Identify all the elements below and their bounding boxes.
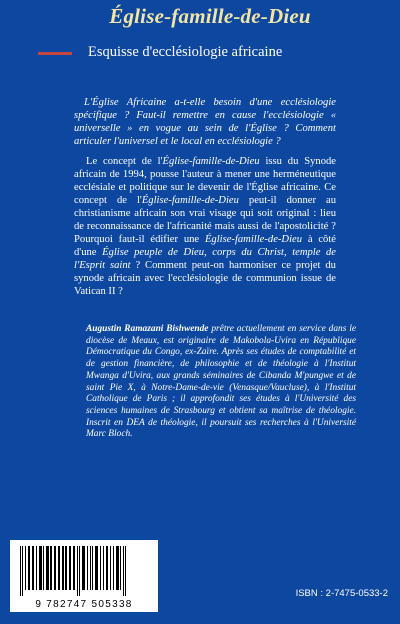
isbn-label: ISBN : 2-7475-0533-2 <box>295 588 388 599</box>
barcode-bar <box>103 546 104 590</box>
intro-text: L'Église Africaine a-t-elle besoin d'une ecclésiologie spécifique ? Faut-il remettre en cause l'ecclésiologie « universelle » en vogue au sein de l'Église ? Comment articuler l'universel et le local en ecclésiologie ? <box>74 97 336 147</box>
barcode-bar <box>43 546 44 590</box>
barcode-bar <box>95 546 98 590</box>
summary-emphasis: Église-famille-de-Dieu <box>141 195 239 206</box>
book-subtitle: Esquisse d'ecclésiologie africaine <box>88 44 283 60</box>
barcode-bar <box>50 546 52 590</box>
summary-part: Le concept de l' <box>86 156 163 167</box>
accent-rule <box>38 52 72 55</box>
barcode-bar <box>32 546 34 590</box>
summary-text <box>74 155 336 298</box>
summary-emphasis: Église peuple de Dieu, corps du Christ, temple de l'Esprit saint <box>74 247 336 271</box>
author-bio-paragraph <box>86 324 356 441</box>
barcode-bar <box>113 546 114 590</box>
barcode-bar <box>58 546 60 590</box>
barcode-bar <box>125 546 126 596</box>
barcode-bar <box>106 546 108 590</box>
barcode-bar <box>123 546 124 596</box>
barcode <box>10 540 158 612</box>
barcode-bar <box>22 546 23 596</box>
author-name: Augustin Ramazani Bishwende <box>86 324 209 334</box>
barcode-bar <box>120 546 121 590</box>
barcode-bar <box>65 546 67 590</box>
summary-emphasis: Église-famille-de-Dieu <box>204 234 303 245</box>
barcode-bar <box>82 546 85 590</box>
barcode-bar <box>87 546 88 590</box>
intro-questions <box>74 96 336 148</box>
author-bio-text: prêtre actuellement en service dans le diocèse de Meaux, est originaire de Makobola-Uvira en République Démocratique du Congo, ex-Zaïre. Après ses études de comptabilité et de gestion financière, de philosophie et de théologie à l'Institut Mwanga d'Uvira, aux grands séminaires de Cibanda M'pungwe et de saint Pie X, à Notre-Dame-de-vie (Venasque/Vaucluse), à l'Institut Catholique de Paris ; il approfondit ses études à l'Université des sciences humaines de Strasbourg et obtient sa maîtrise de théologie. Inscrit en DEA de théologie, il poursuit ses recherches à l'Université Marc Bloch. <box>86 324 356 440</box>
barcode-bar <box>36 546 37 590</box>
barcode-bar <box>73 546 75 590</box>
summary-part: à côté d'une <box>74 234 336 258</box>
barcode-bar <box>79 546 80 596</box>
barcode-bar <box>77 546 78 596</box>
summary-emphasis: Église-famille-de-Dieu <box>162 156 260 167</box>
barcode-bar <box>54 546 56 590</box>
barcode-digits: 9 782747 505338 <box>35 599 133 610</box>
barcode-bar <box>116 546 119 590</box>
barcode-bars <box>18 546 150 596</box>
barcode-bar <box>110 546 111 590</box>
barcode-bar <box>39 546 42 590</box>
barcode-bar <box>28 546 30 590</box>
barcode-bar <box>25 546 26 590</box>
summary-part: peut-il donner au christianisme africain son vrai visage qui soit original : lieu de reconnaissance de l'africanité mais aussi de l'apostolicité ? Pourquoi faut-il édifier une <box>74 195 337 245</box>
barcode-bar <box>92 546 93 590</box>
barcode-bar <box>90 546 91 590</box>
barcode-bar <box>100 546 101 590</box>
summary-paragraph <box>74 155 336 298</box>
barcode-bar <box>46 546 49 590</box>
barcode-bar <box>62 546 64 590</box>
barcode-bar <box>69 546 71 590</box>
book-title: Église-famille-de-Dieu <box>109 4 311 28</box>
summary-part: ? Comment peut-on harmoniser ce projet du synode africain avec l'ecclésiologie de communion issue de Vatican II ? <box>74 260 336 297</box>
author-bio <box>86 324 356 441</box>
barcode-bar <box>20 546 21 596</box>
summary-part: issu du Synode africain de 1994, pousse l'auteur à mener une herméneutique ecclésiale et politique sur le devenir de l'Église africaine. Ce concept de l' <box>74 156 336 206</box>
